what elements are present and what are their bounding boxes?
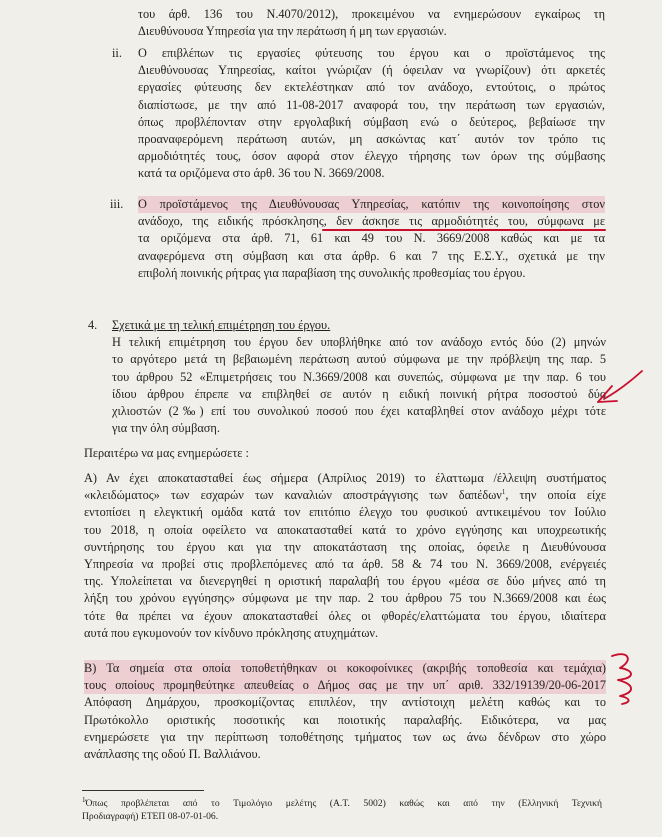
inform-intro: Περαιτέρω να μας ενημερώσετε : bbox=[84, 446, 249, 460]
paragraph-a: Α) Αν έχει αποκατασταθεί έως σήμερα (Απρίλιος 2019) το έλαττωμα /έλλειψη συστήματος «κλειδώματος» των εσχαρών των καναλιών αποστράγγισης των δαπέδων$^1$, την οποία είχε εντοπίσει η ελεγκτική ομάδα κατά τον επιτόπιο έλεγχο του φυσικού αντικειμένου τον Ιούλιο του 2018, η οποία οφείλετο να αποκατασταθεί κατά το χρόνο εγγύησης και υποχρεωτικής συντήρησης του έργου και για την αποκατάσταση της οποίας, όφειλε η Διευθύνουσα Υπηρεσία να προβεί στις προβλεπόμενες από τα άρθ. 58 & 74 του Ν. 3669/2008, ενέργειές της. Υπολείπεται να διενεργηθεί η οριστική παραλαβή του έργου «μέσα σε δύο μήνες από τη λήξη του χρόνου εγγύησης» σύμφωνα με την παρ. 2 του άρθρου 75 του Ν.3669/2008 και έως τότε θα πρέπει να έχουν αποκατασταθεί όλες οι φθορές/ελαττώματα του έργου, ιδιαίτερα αυτά που εγκυμονούν τον κίνδυνο πρόκλησης ατυχημάτων. bbox=[84, 471, 606, 640]
top-text: του άρθ. 136 του Ν.4070/2012), προκειμένου να ενημερώσουν εγκαίρως τη Διευθύνουσα Υπηρεσία για την περάτωση ή μη των εργασιών. bbox=[138, 7, 605, 39]
item-ii-numeral: ii. bbox=[112, 46, 122, 60]
footnote-rule bbox=[82, 790, 204, 791]
item-iii-text: Ο προϊστάμενος της Διευθύνουσας Υπηρεσίας, κατόπιν της κοινοποίησης στον ανάδοχο, της ειδικής πρόσκλησης, δεν άσκησε τις αρμοδιότητές του, σύμφωνα με τα οριζόμενα στα άρθ. 71, 61 και 49 του Ν. 3669/2008 καθώς και με τα αναφερόμενα στη σύμβαση και στα άρθρ. 6 και 7 της Ε.Σ.Υ., σχετικά με την επιβολή ποινικής ρήτρας για παραβίαση της συνολικής προθεσμίας του έργου. bbox=[138, 197, 605, 280]
item-ii-text: Ο επιβλέπων τις εργασίες φύτευσης του έργου και ο προϊστάμενος της Διευθύνουσας Υπηρεσίας, καίτοι γνώριζαν (ή όφειλαν να γνωρίζουν) ότι αρκετές εργασίες φύτευσης δεν εκτελέστηκαν από τον ανάδοχο, εντούτοις, ο πρώτος διαπίστωσε, με την από 11-08-2017 αναφορά του, την περάτωση των εργασιών, όπως προβλέπονταν στην εργολαβική σύμβαση ενώ ο δεύτερος, βεβαίωσε την προαναφερόμενη περάτωση αυτών, μη ασκώντας κατ΄ αυτόν τον τρόπο τις αρμοδιότητές τους, όσον αφορά στον έλεγχο τήρησης των όρων της σύμβασης κατά τα οριζόμενα στο άρθ. 36 του Ν. 3669/2008. bbox=[138, 46, 605, 181]
footnote-line-1: $^1$Όπως προβλέπεται από το Τιμολόγιο μελέτης (Α.Τ. 5002) καθώς και από την (Ελληνική Τεχνική bbox=[82, 795, 602, 809]
paragraph-a-line-2: «κλειδώματος» των εσχαρών των καναλιών αποστράγγισης των δαπέδων$^1$, την οποία είχε bbox=[84, 488, 606, 503]
footnote: $^1$Όπως προβλέπεται από το Τιμολόγιο μελέτης (Α.Τ. 5002) καθώς και από την (Ελληνική Τεχνική Προδιαγραφή) ΕΤΕΠ 08-07-01-06. bbox=[82, 795, 602, 822]
footnote-ref: 1 bbox=[501, 488, 506, 497]
red-arrow-mark bbox=[590, 368, 650, 408]
footnote-number: 1 bbox=[82, 795, 86, 804]
section-4-number: 4. bbox=[88, 318, 98, 332]
red-squiggle-mark bbox=[606, 650, 646, 710]
section-4: Σχετικά με τη τελική επιμέτρηση του έργου. Η τελική επιμέτρηση του έργου δεν υποβλήθηκε από τον ανάδοχο εντός δύο (2) μηνών το αργότερο μετά τη βεβαιωμένη περάτωση αυτού σύμφωνα με την πρόβλεψη της παρ. 5 του άρθρου 52 «Επιμετρήσεις του Ν.3669/2008 και συνεπώς, σύμφωνα με την παρ. 6 του ίδιου άρθρου έπρεπε να επιβληθεί σε αυτόν η ειδική ποινική ρήτρα ποσοστού δύο χιλιοστών (2‰) επί του συνολικού ποσού που έχει καταβληθεί στον ανάδοχο μέχρι τότε για την όλη σύμβαση. bbox=[112, 318, 606, 436]
section-4-heading: Σχετικά με τη τελική επιμέτρηση του έργου. bbox=[112, 318, 331, 332]
highlighted-line: Ο προϊστάμενος της Διευθύνουσας Υπηρεσίας, κατόπιν της κοινοποίησης στον bbox=[138, 196, 605, 213]
red-pen-underline bbox=[322, 229, 606, 231]
item-iii-numeral: iii. bbox=[110, 197, 124, 211]
paragraph-b: Β) Τα σημεία στα οποία τοποθετήθηκαν οι κοκοφοίνικες (ακριβής τοποθεσία και τεμάχια) τους οποίους προμηθεύτηκε απευθείας ο Δήμος σας με την υπ΄ αριθ. 332/19139/20-06-2017 Απόφαση Δημάρχου, προσκομίζοντας επιπλέον, την αντίστοιχη μελέτη καθώς και το Πρωτόκολλο οριστικής ποσοτικής και ποιοτικής παραλαβής. Ειδικότερα, να μας ενημερώσετε για την περίπτωση τοποθέτησης τμήματος των ως άνω δένδρων στο χώρο ανάπλασης της οδού Π. Βαλλιάνου. bbox=[84, 661, 606, 762]
